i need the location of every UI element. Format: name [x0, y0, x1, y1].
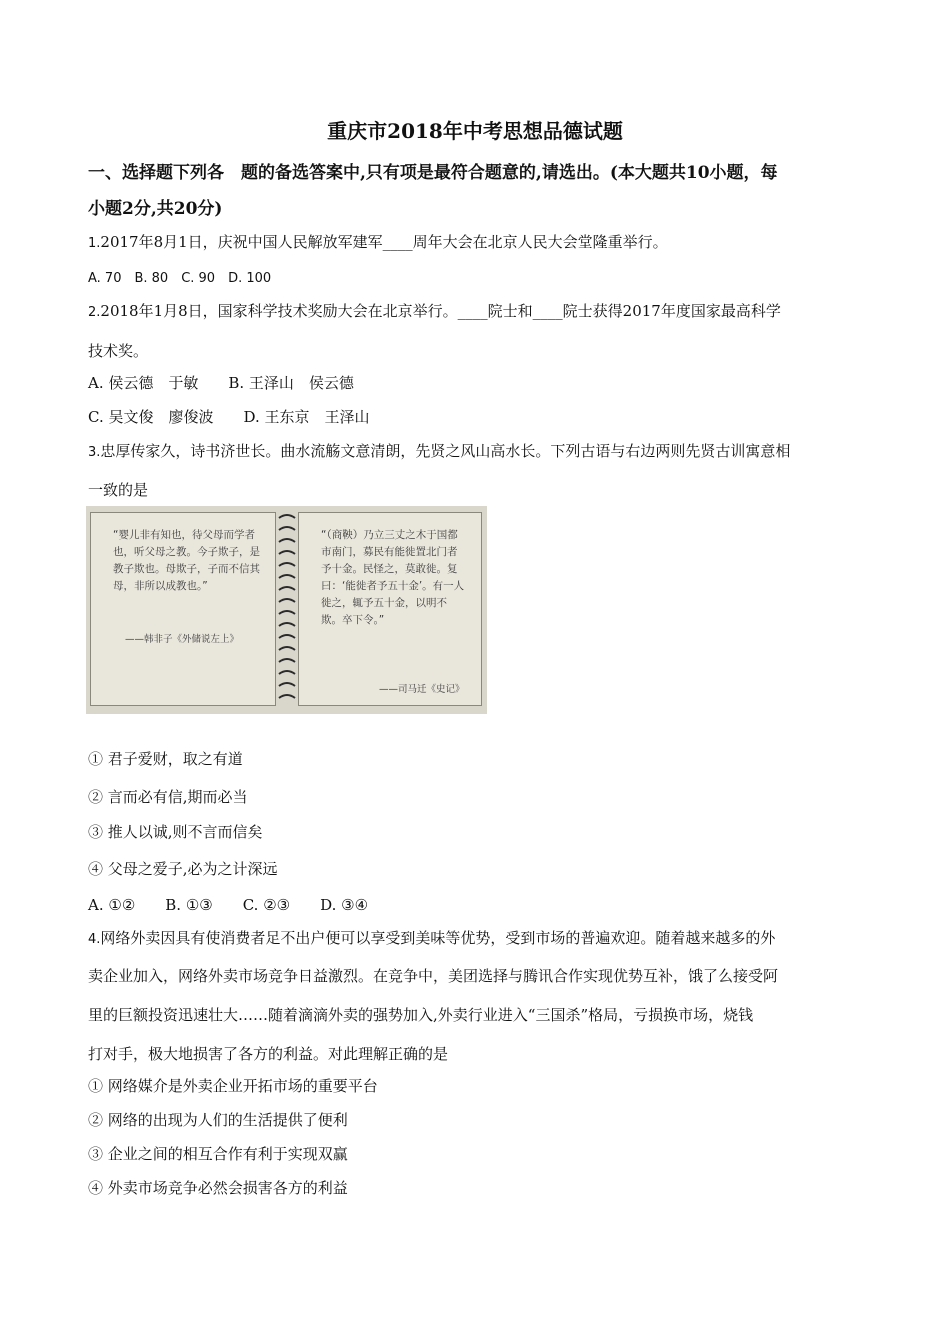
question-3	[88, 440, 790, 461]
question-text: 忠厚传家久，诗书济世长。曲水流觞文意清朗，先贤之风山高水长。下列古语与右边两则先贤古训寓意相	[100, 442, 791, 460]
question-3-item-3: ③ 推人以诚,则不言而信矣	[88, 823, 263, 841]
question-2-line2: 技术奖。	[88, 342, 149, 360]
question-3-item-1: ① 君子爱财，取之有道	[88, 750, 243, 768]
question-text: 网络外卖因具有使消费者足不出户便可以享受到美味等优势，受到市场的普遍欢迎。随着越来越多的外	[100, 929, 776, 947]
question-4-line4: 打对手，极大地损害了各方的利益。对此理解正确的是	[88, 1045, 449, 1063]
question-2-options-ab: A. 侯云德 于敏 B. 王泽山 侯云德	[88, 374, 354, 392]
question-4-item-2: ② 网络的出现为人们的生活提供了便利	[88, 1111, 348, 1129]
notebook-image	[86, 506, 487, 714]
notebook-left-page	[90, 512, 276, 706]
han-feizi-quote: “婴儿非有知也，待父母而学者也，听父母之教。今子欺子，是教子欺也。母欺子，子而不信其母，非所以成教也。”	[113, 529, 260, 592]
page-title: 重庆市2018年中考思想品德试题	[327, 119, 623, 143]
question-number: 1.	[88, 236, 101, 251]
question-number: 2.	[88, 305, 101, 320]
section-heading-line1: 一、选择题下列各 题的备选答案中,只有项是最符合题意的,请选出。(本大题共10小题，每	[88, 163, 778, 183]
question-text: 2018年1月8日，国家科学技术奖励大会在北京举行。____院士和____院士获得2017年度国家最高科学	[100, 302, 781, 320]
question-4-item-3: ③ 企业之间的相互合作有利于实现双赢	[88, 1145, 348, 1163]
question-2-options-cd: C. 吴文俊 廖俊波 D. 王东京 王泽山	[88, 408, 370, 426]
notebook-right-page	[298, 512, 482, 706]
question-number: 4.	[88, 932, 101, 947]
han-feizi-source: ——韩非子《外储说左上》	[125, 634, 240, 645]
question-number: 3.	[88, 445, 101, 460]
question-3-item-2: ② 言而必有信,期而必当	[88, 788, 248, 806]
question-text: 2017年8月1日，庆祝中国人民解放军建军____周年大会在北京人民大会堂隆重举行。	[100, 233, 668, 251]
question-4-line2: 卖企业加入，网络外卖市场竞争日益激烈。在竞争中，美团选择与腾讯合作实现优势互补，饿了么接受阿	[88, 967, 779, 985]
question-3-options: A. ①② B. ①③ C. ②③ D. ③④	[88, 896, 369, 914]
question-3-line2: 一致的是	[88, 481, 149, 499]
question-4-item-1: ① 网络媒介是外卖企业开拓市场的重要平台	[88, 1077, 378, 1095]
section-heading-line2: 小题2分,共20分)	[88, 199, 223, 219]
question-2	[88, 300, 781, 321]
question-4-item-4: ④ 外卖市场竞争必然会损害各方的利益	[88, 1179, 348, 1197]
shiji-quote: “（商鞅）乃立三丈之木于国都市南门，募民有能徙置北门者予十金。民怪之，莫敢徙。复曰：‘能徙者予五十金’。有一人徙之，辄予五十金，以明不欺。卒下令。”	[321, 529, 465, 626]
shiji-source: ——司马迁《史记》	[379, 684, 465, 695]
question-1-options: A. 70 B. 80 C. 90 D. 100	[88, 271, 272, 286]
question-4-line3: 里的巨额投资迅速壮大……随着滴滴外卖的强势加入,外卖行业进入“三国杀”格局，亏损换市场，烧钱	[88, 1006, 754, 1024]
question-4	[88, 927, 775, 948]
question-1	[88, 231, 668, 252]
spiral-binding-icon	[276, 508, 298, 712]
question-3-item-4: ④ 父母之爱子,必为之计深远	[88, 860, 278, 878]
